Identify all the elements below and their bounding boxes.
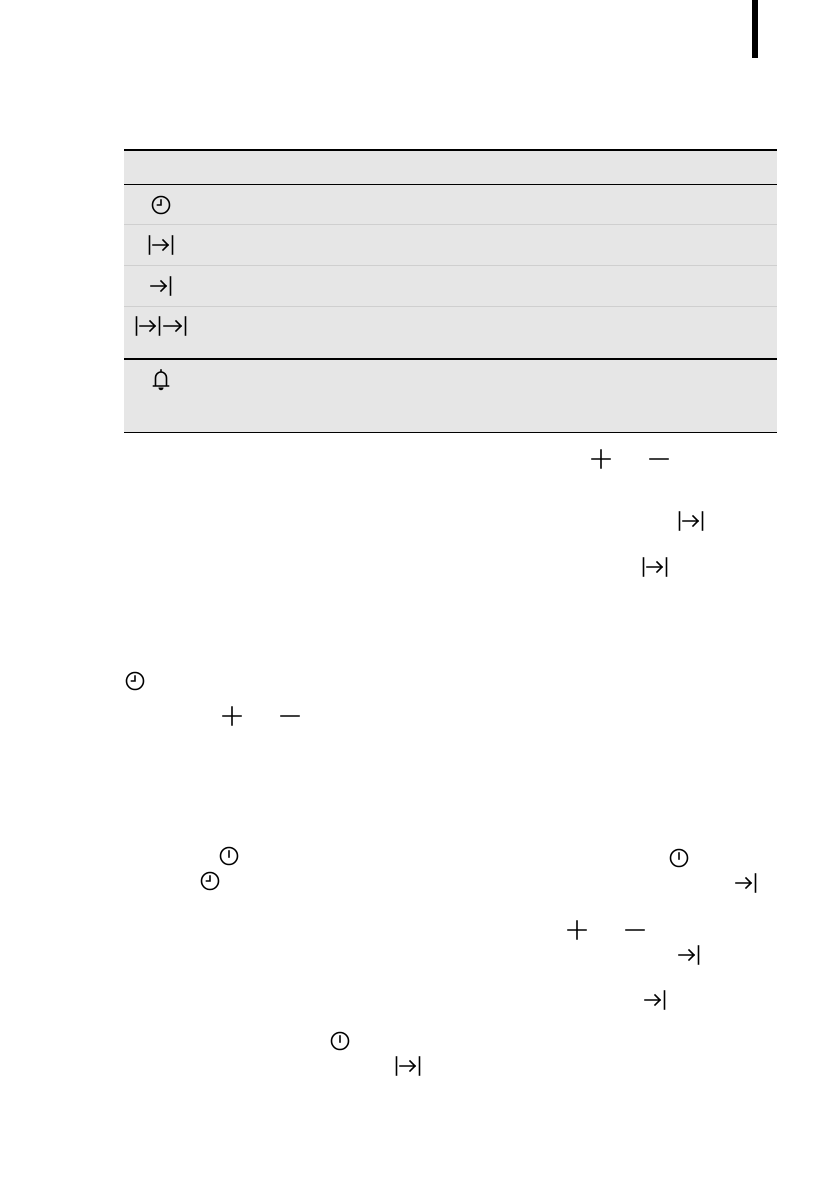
end-icon <box>643 989 667 1011</box>
clock-icon <box>150 194 172 216</box>
duration-icon <box>394 1055 422 1077</box>
end-icon <box>149 275 173 297</box>
table-cell-icon <box>124 225 198 265</box>
table-row <box>124 266 777 307</box>
bell-icon <box>150 368 172 392</box>
table-row <box>124 360 777 433</box>
duration-icon <box>147 234 175 256</box>
end-icon <box>734 872 758 894</box>
table-cell-icon <box>124 360 198 432</box>
clock-icon <box>124 670 146 692</box>
clock-hand-icon <box>668 847 690 869</box>
minus-icon <box>279 705 301 727</box>
table-cell-icon <box>124 185 198 224</box>
table-row <box>124 185 777 225</box>
plus-icon <box>221 705 243 727</box>
clock-functions-table <box>124 149 777 433</box>
end-icon <box>677 944 701 966</box>
time-delay-icon <box>134 315 188 337</box>
plus-icon <box>566 919 588 941</box>
table-header <box>124 149 777 185</box>
minus-icon <box>624 919 646 941</box>
table-row <box>124 307 777 360</box>
duration-icon <box>641 556 669 578</box>
clock-hand-icon <box>329 1030 351 1052</box>
table-row <box>124 225 777 266</box>
clock-icon <box>199 870 221 892</box>
table-cell-icon <box>124 266 198 306</box>
clock-hand-icon <box>218 845 240 867</box>
minus-icon <box>648 448 670 470</box>
plus-icon <box>590 448 612 470</box>
duration-icon <box>677 510 705 532</box>
table-cell-icon <box>124 307 198 358</box>
chapter-marker <box>752 0 758 58</box>
